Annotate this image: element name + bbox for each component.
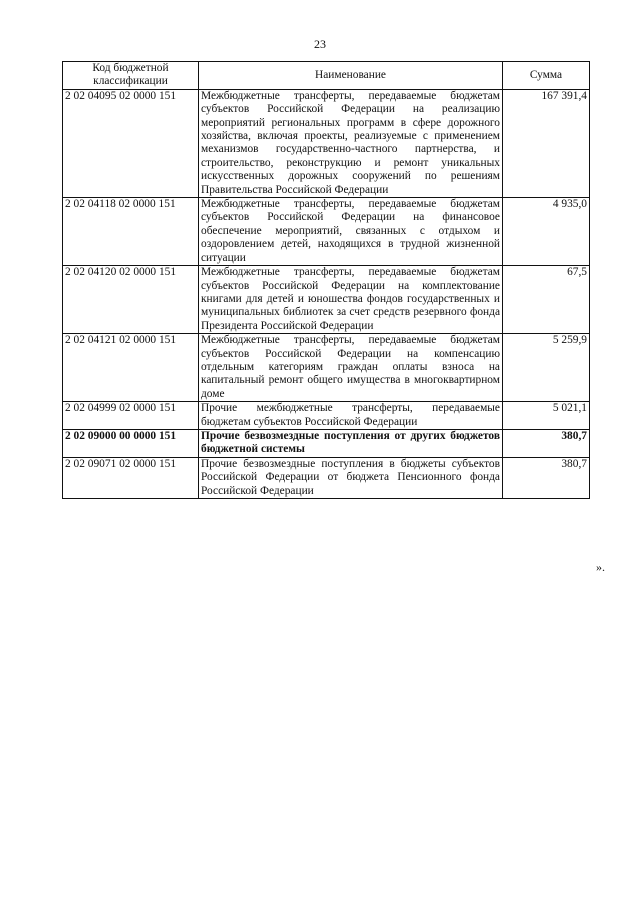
row-name: Прочие межбюджетные трансферты, передаваемые бюджетам субъектов Российской Федерации [199, 402, 503, 430]
row-sum: 67,5 [503, 266, 590, 334]
header-sum: Сумма [503, 62, 590, 90]
row-code: 2 02 04095 02 0000 151 [63, 89, 199, 197]
row-code: 2 02 04120 02 0000 151 [63, 266, 199, 334]
row-code: 2 02 04121 02 0000 151 [63, 334, 199, 402]
table-row [63, 89, 590, 197]
table-header-row [63, 62, 590, 90]
row-sum: 5 259,9 [503, 334, 590, 402]
closing-quote-mark: ». [596, 560, 605, 574]
row-code: 2 02 04999 02 0000 151 [63, 402, 199, 430]
table-row [63, 198, 590, 266]
row-name: Межбюджетные трансферты, передаваемые бюджетам субъектов Российской Федерации на комплектование книгами для детей и юношества фондов государственных и муниципальных библиотек за счет средств резервного фонда Президента Российской Федерации [199, 266, 503, 334]
row-name: Межбюджетные трансферты, передаваемые бюджетам субъектов Российской Федерации на финансовое обеспечение мероприятий, связанных с отдыхом и оздоровлением детей, находящихся в трудной жизненной ситуации [199, 198, 503, 266]
row-code: 2 02 09000 00 0000 151 [63, 429, 199, 457]
row-code: 2 02 04118 02 0000 151 [63, 198, 199, 266]
budget-revenue-table [62, 61, 590, 499]
header-code: Код бюджетной классификации [63, 62, 199, 90]
table-row-subtotal [63, 429, 590, 457]
header-name: Наименование [199, 62, 503, 90]
table-row [63, 457, 590, 498]
row-sum: 167 391,4 [503, 89, 590, 197]
row-code: 2 02 09071 02 0000 151 [63, 457, 199, 498]
row-name: Прочие безвозмездные поступления от других бюджетов бюджетной системы [199, 429, 503, 457]
row-sum: 5 021,1 [503, 402, 590, 430]
table-row [63, 334, 590, 402]
table-row [63, 402, 590, 430]
row-name: Межбюджетные трансферты, передаваемые бюджетам субъектов Российской Федерации на компенсацию отдельным категориям граждан оплаты взноса на капитальный ремонт общего имущества в многоквартирном доме [199, 334, 503, 402]
row-sum: 380,7 [503, 457, 590, 498]
table-row [63, 266, 590, 334]
row-sum: 4 935,0 [503, 198, 590, 266]
row-name: Прочие безвозмездные поступления в бюджеты субъектов Российской Федерации от бюджета Пенсионного фонда Российской Федерации [199, 457, 503, 498]
row-sum: 380,7 [503, 429, 590, 457]
row-name: Межбюджетные трансферты, передаваемые бюджетам субъектов Российской Федерации на реализацию мероприятий региональных программ в сфере дорожного хозяйства, включая проекты, реализуемые с применением механизмов государственно-частного партнерства, и строительство, реконструкцию и ремонт уникальных искусственных дорожных сооружений по решениям Правительства Российской Федерации [199, 89, 503, 197]
page-number: 23 [314, 37, 326, 51]
